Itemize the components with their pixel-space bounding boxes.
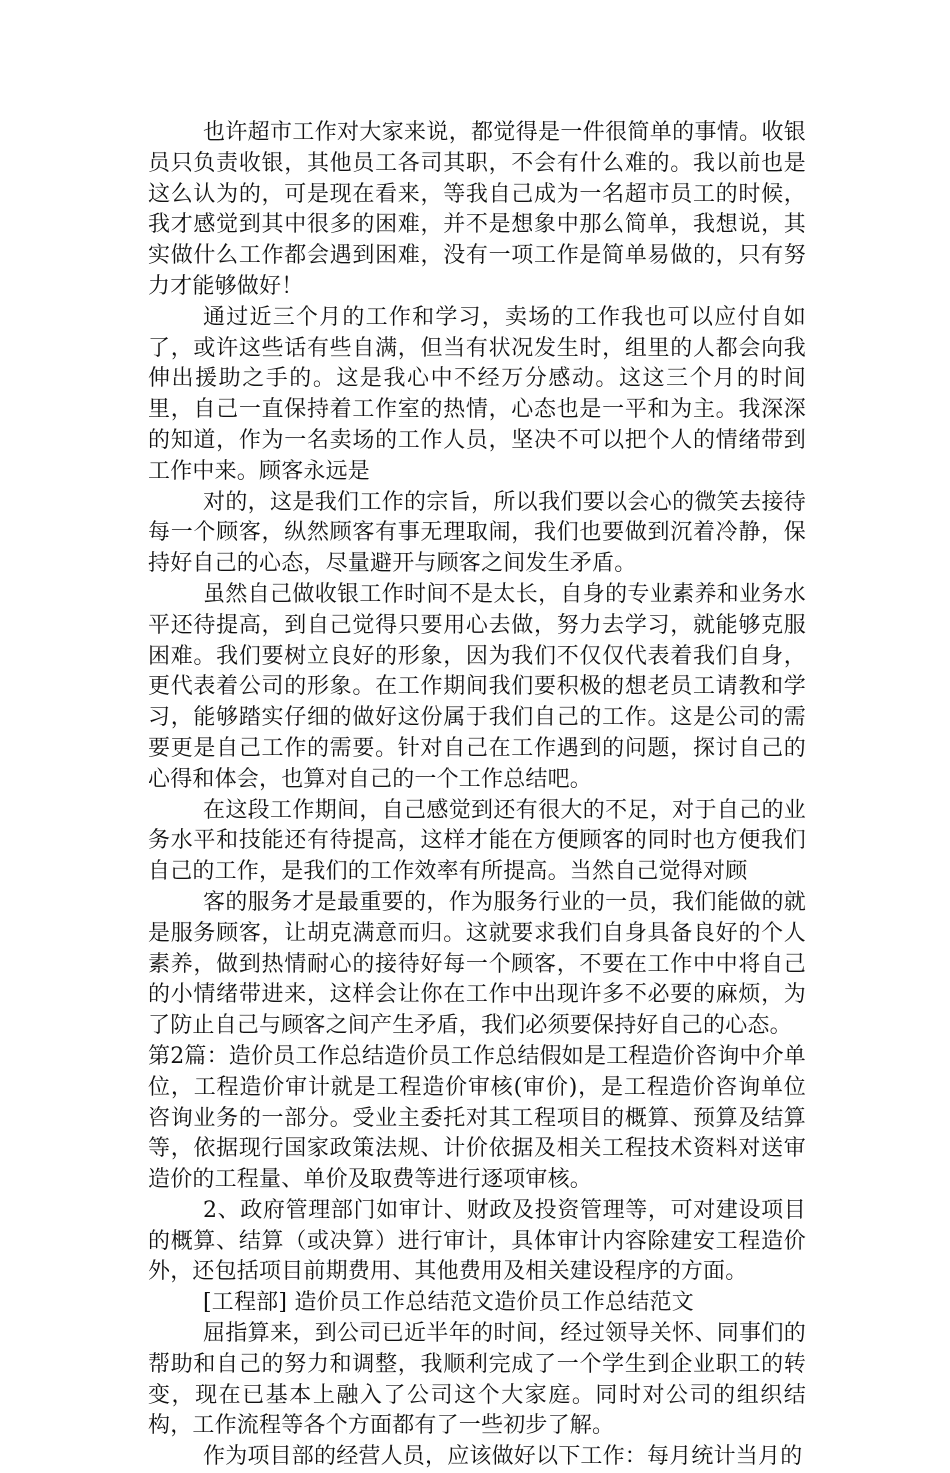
paragraph-2: 通过近三个月的工作和学习，卖场的工作我也可以应付自如了，或许这些话有些自满，但当有状况发生时，组里的人都会向我伸出援助之手的。这是我心中不经万分感动。这这三个月的时间里，自己一直保持着工作室的热情，心态也是一平和为主。我深深的知道，作为一名卖场的工作人员，坚决不可以把个人的情绪带到工作中来。顾客永远是 [148,304,806,484]
paragraph-7-section-heading: 第2篇：造价员工作总结造价员工作总结假如是工程造价咨询中介单位，工程造价审计就是工程造价审核(审价)，是工程造价咨询单位咨询业务的一部分。受业主委托对其工程项目的概算、预算及结算等，依据现行国家政策法规、计价依据及相关工程技术资料对送审造价的工程量、单价及取费等进行逐项审核。 [148,1043,806,1193]
paragraph-4: 虽然自己做收银工作时间不是太长，自身的专业素养和业务水平还待提高，到自己觉得只要用心去做，努力去学习，就能够克服困难。我们要树立良好的形象，因为我们不仅仅代表着我们自身，更代表着公司的形象。在工作期间我们要积极的想老员工请教和学习，能够踏实仔细的做好这份属于我们自己的工作。这是公司的需要更是自己工作的需要。针对自己在工作遇到的问题，探讨自己的心得和体会，也算对自己的一个工作总结吧。 [148,581,806,792]
paragraph-8: 2、政府管理部门如审计、财政及投资管理等，可对建设项目的概算、结算（或决算）进行审计，具体审计内容除建安工程造价外，还包括项目前期费用、其他费用及相关建设程序的方面。 [148,1197,806,1285]
paragraph-1: 也许超市工作对大家来说，都觉得是一件很简单的事情。收银员只负责收银，其他员工各司其职，不会有什么难的。我以前也是这么认为的，可是现在看来，等我自己成为一名超市员工的时候，我才感觉到其中很多的困难，并不是想象中那么简单，我想说，其实做什么工作都会遇到困难，没有一项工作是简单易做的，只有努力才能够做好！ [148,120,806,299]
document-body [148,118,806,1473]
paragraph-11: 作为项目部的经营人员，应该做好以下工作：每月统计当月的 [203,1444,803,1470]
paragraph-3: 对的，这是我们工作的宗旨，所以我们要以会心的微笑去接待每一个顾客，纵然顾客有事无理取闹，我们也要做到沉着冷静，保持好自己的心态，尽量避开与顾客之间发生矛盾。 [148,489,806,577]
paragraph-6: 客的服务才是最重要的，作为服务行业的一员，我们能做的就是服务顾客，让胡克满意而归。这就要求我们自身具备良好的个人素养，做到热情耐心的接待好每一个顾客，不要在工作中中将自己的小情绪带进来，这样会让你在工作中出现许多不必要的麻烦，为了防止自己与顾客之间产生矛盾，我们必须要保持好自己的心态。 [148,889,806,1039]
paragraph-10: 屈指算来，到公司已近半年的时间，经过领导关怀、同事们的帮助和自己的努力和调整，我顺利完成了一个学生到企业职工的转变，现在已基本上融入了公司这个大家庭。同时对公司的组织结构，工作流程等各个方面都有了一些初步了解。 [148,1321,806,1439]
paragraph-5: 在这段工作期间，自己感觉到还有很大的不足，对于自己的业务水平和技能还有待提高，这样才能在方便顾客的同时也方便我们自己的工作，是我们的工作效率有所提高。当然自己觉得对顾 [148,797,806,885]
paragraph-9-subheading: [工程部] 造价员工作总结范文造价员工作总结范文 [203,1290,694,1316]
